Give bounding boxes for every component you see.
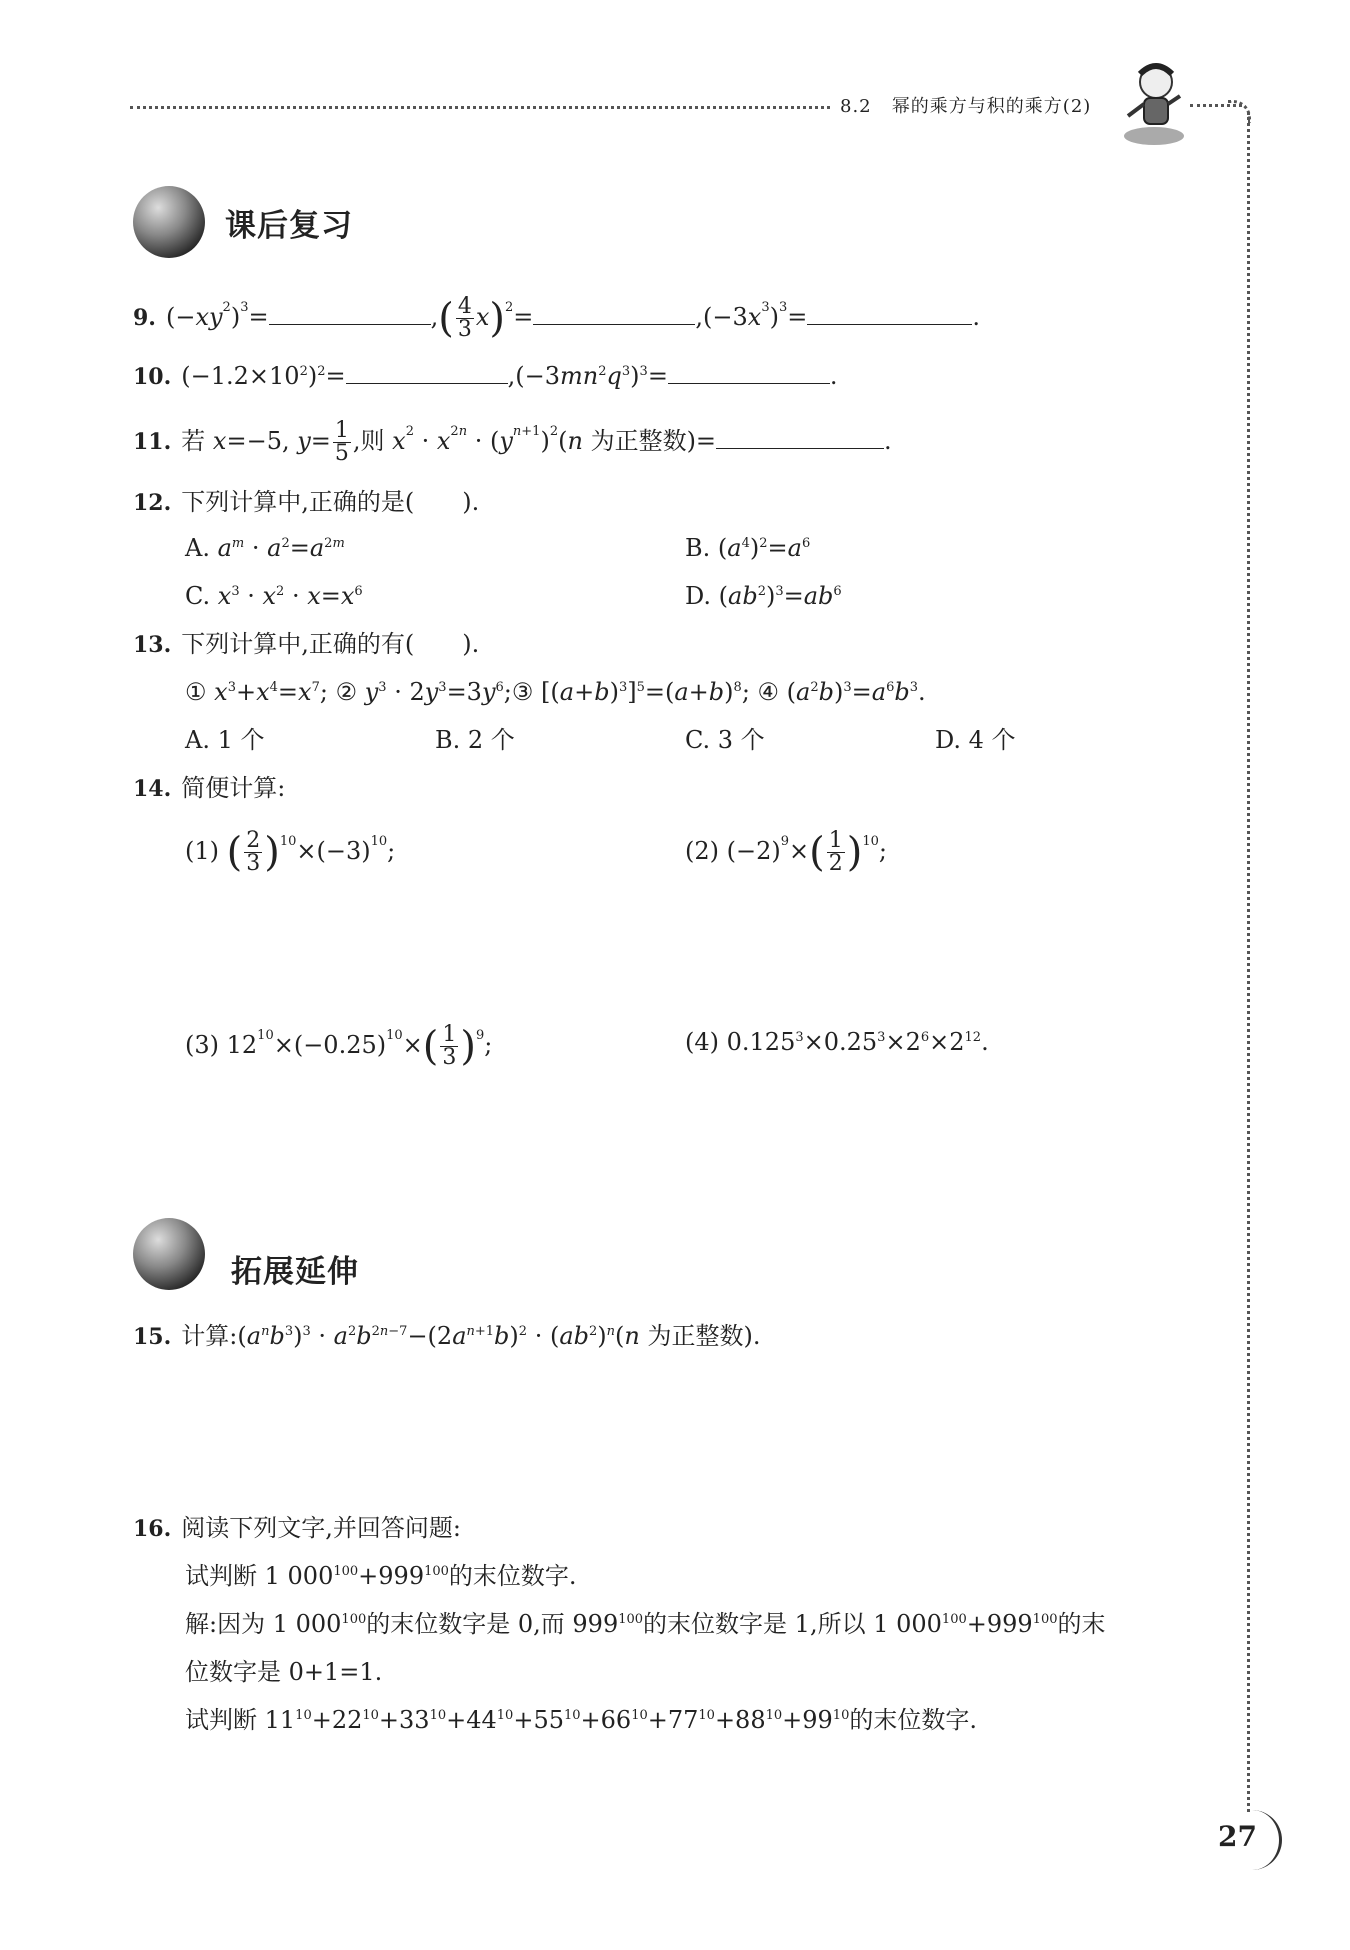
option-B[interactable]: B. 2 个 xyxy=(435,726,515,754)
question-15: 15. 计算$:(a^nb^3)^3 \cdot a^2b^{2n-7}-(2a^{n+1}b)^2 \cdot (ab^2)^n(n$ 为正整数). xyxy=(133,1322,761,1350)
subquestion-3: (3) $12^{10}\times(-0.25)^{10}\times$( $\frac{1}{3}$ )$^9$; xyxy=(185,1022,493,1070)
answer-blank[interactable] xyxy=(269,304,431,325)
margin-dotted-rule xyxy=(1247,112,1250,1812)
section-review xyxy=(133,186,433,266)
question-number: 9. xyxy=(133,305,156,331)
option-A[interactable]: A. $a^m \cdot a^2=a^{2m}$ xyxy=(185,534,345,562)
answer-blank[interactable] xyxy=(668,363,830,384)
question-number: 11. xyxy=(133,429,172,455)
option-C[interactable]: C. $x^3 \cdot x^2 \cdot x=x^6$ xyxy=(185,582,363,610)
question-number: 13. xyxy=(133,632,172,658)
globe-icon xyxy=(133,186,205,258)
mascot-icon xyxy=(1118,60,1190,146)
answer-blank[interactable] xyxy=(533,304,695,325)
question-number: 12. xyxy=(133,490,172,516)
question-stem: 下列计算中,正确的是( ). xyxy=(181,488,480,516)
header-section-title: 幂的乘方与积的乘方(2) xyxy=(891,96,1092,117)
question-number: 10. xyxy=(133,364,172,390)
section-title-review: 课后复习 xyxy=(225,208,353,244)
question-stem: 简便计算: xyxy=(181,774,286,802)
page-number: 27 xyxy=(1218,1820,1257,1853)
subquestion-1: (1) ( $\frac{2}{3}$ )$^{10}\times(-3)^{10}$; xyxy=(185,828,396,876)
question-16-line-1: 试判断 1 $000^{100}+999^{100}$的末位数字. xyxy=(185,1562,577,1590)
question-number: 14. xyxy=(133,776,172,802)
question-9: 9. $(-xy^2)^3=$ ,( $\frac{4}{3}$ $x)^2= ,(-3x^3)^3=$ . xyxy=(133,294,980,342)
section-title-extension: 拓展延伸 xyxy=(231,1254,359,1290)
question-16-line-4: 试判断 $11^{10}+22^{10}+33^{10}+44^{10}+55^{10}+66^{10}+77^{10}+88^{10}+99^{10}$的末位数字. xyxy=(185,1706,977,1734)
globe-icon xyxy=(133,1218,205,1290)
subquestion-4: (4) $0.125^3\times 0.25^3\times 2^6\times 2^{12}$. xyxy=(685,1028,989,1056)
question-stem: 阅读下列文字,并回答问题: xyxy=(181,1514,461,1542)
option-D[interactable]: D. $(ab^2)^3=ab^6$ xyxy=(685,582,842,610)
question-12 xyxy=(133,486,479,519)
question-16-line-2: 解:因为 1 $000^{100}$的末位数字是 0,而 $999^{100}$的末位数字是 1,所以 1 $000^{100}+999^{100}$的末 xyxy=(185,1610,1106,1638)
statements: ① $x^3+x^4=x^7$; ② $y^3$ · $2y^3=3y^6;③$ $[(a+b)^3]^5=(a+b)^8$; ④ $(a^2b)^3=a^6b^3$. xyxy=(185,678,926,706)
answer-blank[interactable] xyxy=(807,304,972,325)
option-D[interactable]: D. 4 个 xyxy=(935,726,1016,754)
option-C[interactable]: C. 3 个 xyxy=(685,726,765,754)
header-section-number: 8.2 xyxy=(840,96,872,117)
question-stem: 下列计算中,正确的有( ). xyxy=(181,630,480,658)
answer-blank[interactable] xyxy=(716,428,884,449)
question-text: 若 xyxy=(181,427,213,455)
header-dotted-rule xyxy=(130,106,830,109)
option-A[interactable]: A. 1 个 xyxy=(185,726,265,754)
subquestion-2: (2) $(-2)^9\times$( $\frac{1}{2}$ )$^{10}$; xyxy=(685,828,887,876)
section-extension xyxy=(133,1218,433,1298)
question-13 xyxy=(133,628,479,661)
header-title xyxy=(840,92,1091,118)
question-10: 10. $(-1.2\times 10^2)^2= ,(-3mn^2q^3)^3=$ . xyxy=(133,362,838,390)
option-B[interactable]: B. $(a^4)^2=a^6$ xyxy=(685,534,811,562)
question-11: 11. 若 x=−5, y= $\frac{1}{5}$ ,则 $x^2 \cdot x^{2n} \cdot (y^{n+1})^2(n$ 为正整数)= . xyxy=(133,418,892,466)
question-number: 15. xyxy=(133,1324,172,1350)
question-16-line-3: 位数字是 0+1=1. xyxy=(185,1658,383,1686)
question-stem: 计算: xyxy=(181,1322,238,1350)
question-number: 16. xyxy=(133,1516,172,1542)
question-14 xyxy=(133,772,285,805)
answer-blank[interactable] xyxy=(346,363,508,384)
question-16 xyxy=(133,1512,461,1545)
